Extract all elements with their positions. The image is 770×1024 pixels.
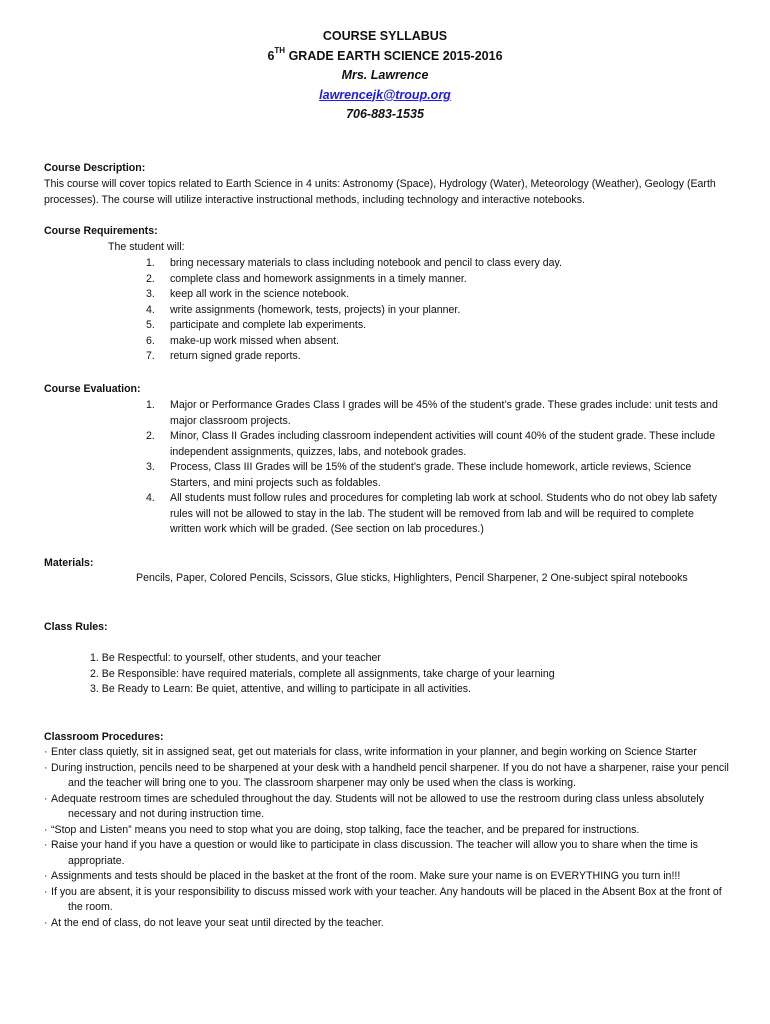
rules-heading: Class Rules: [44,621,108,633]
list-item: 1. Be Respectful: to yourself, other students, and your teacher [90,652,381,664]
list-item: · At the end of class, do not leave your seat until directed by the teacher. [44,916,734,932]
procedures-heading: Classroom Procedures: [44,731,164,743]
list-item: · “Stop and Listen” means you need to stop what you are doing, stop talking, face the teacher, and be prepared for instructions. [44,823,734,839]
teacher-phone: 706-883-1535 [346,107,424,121]
requirements-heading: Course Requirements: [44,225,158,237]
list-item: 3. Be Ready to Learn: Be quiet, attentive, and willing to participate in all activities. [90,683,472,695]
teacher-email-link[interactable]: lawrencejk@troup.org [319,87,451,102]
list-item: 2. Be Responsible: have required materials, complete all assignments, take charge of your learning [90,667,555,680]
evaluation-list [146,398,726,538]
requirements-intro: The student will: [108,241,185,253]
bullet-icon: · [44,885,48,898]
bullet-icon: · [44,839,48,851]
list-item: 5. participate and complete lab experiments. [146,319,367,331]
materials-text: Pencils, Paper, Colored Pencils, Scissors, Glue sticks, Highlighters, Pencil Sharpener, 2 One-subject spiral notebooks [136,572,688,584]
list-item: 2. Minor, Class II Grades including classroom independent activities will count 40% of the student grade. These include independent assignments, quizzes, labs, and notebook grades. [146,430,716,458]
syllabus-header [0,27,770,125]
list-item: · If you are absent, it is your responsibility to discuss missed work with your teacher. Any handouts will be placed in the Absent Box at the front of the room. [44,885,722,913]
bullet-icon: · [44,823,48,836]
list-item: 1. bring necessary materials to class including notebook and pencil to class every day. [146,257,562,269]
grade-suffix: TH [274,46,286,56]
list-item: · Enter class quietly, sit in assigned seat, get out materials for class, write information in your planner, and begin working on Science Starter [44,745,734,761]
teacher-name: Mrs. Lawrence [341,68,429,82]
course-name: GRADE EARTH SCIENCE 2015-2016 [288,48,503,63]
list-item: 6. make-up work missed when absent. [146,334,339,347]
list-item: 4. write assignments (homework, tests, projects) in your planner. [146,303,461,316]
list-item: 1. Major or Performance Grades Class I grades will be 45% of the student’s grade. These grades include: unit tests and major classroom projects. [146,399,718,427]
grade-number: 6 [267,48,275,63]
list-item: 7. return signed grade reports. [146,350,301,362]
list-item: 3. keep all work in the science notebook. [146,288,350,300]
bullet-icon: · [44,916,48,929]
list-item: · Adequate restroom times are scheduled throughout the day. Students will not be allowed to use the restroom during class unless absolutely necessary and not during instruction time. [44,792,704,820]
evaluation-heading: Course Evaluation: [44,383,141,395]
bullet-icon: · [44,746,48,758]
bullet-icon: · [44,792,48,805]
bullet-icon: · [44,761,48,774]
description-heading: Course Description: [44,162,146,174]
document-title: COURSE SYLLABUS [322,29,448,43]
list-item: 2. complete class and homework assignments in a timely manner. [146,272,467,285]
requirements-list [146,256,726,365]
course-title [0,47,770,67]
materials-heading: Materials: [44,557,94,569]
description-text: This course will cover topics related to Earth Science in 4 units: Astronomy (Space), Hydrology (Water), Meteorology (Weather), Geology (Earth processes). The course will utilize interactive instructional methods, including technology and interactive notebooks. [44,178,716,206]
list-item: · Raise your hand if you have a question or would like to participate in class discussion. The teacher will allow you to share when the time is appropriate. [44,839,698,867]
rules-list [90,651,555,698]
list-item: 4. All students must follow rules and procedures for completing lab work at school. Students who do not obey lab safety rules will not be allowed to stay in the lab. The student will be removed from lab and will be required to complete written work which will be graded. (See section on lab procedures.) [146,492,718,535]
list-item: · Assignments and tests should be placed in the basket at the front of the room. Make sure your name is on EVERYTHING you turn in!!! [44,869,734,885]
list-item: 3. Process, Class III Grades will be 15% of the student’s grade. These include homework, article reviews, Science Starters, and mini projects such as foldables. [146,461,692,489]
list-item: · During instruction, pencils need to be sharpened at your desk with a handheld pencil sharpener. If you do not have a sharpener, raise your pencil and the teacher will bring one to you. The classroom sharpener may only be used when the class is working. [44,761,729,789]
bullet-icon: · [44,870,48,882]
procedures-list [44,745,734,931]
